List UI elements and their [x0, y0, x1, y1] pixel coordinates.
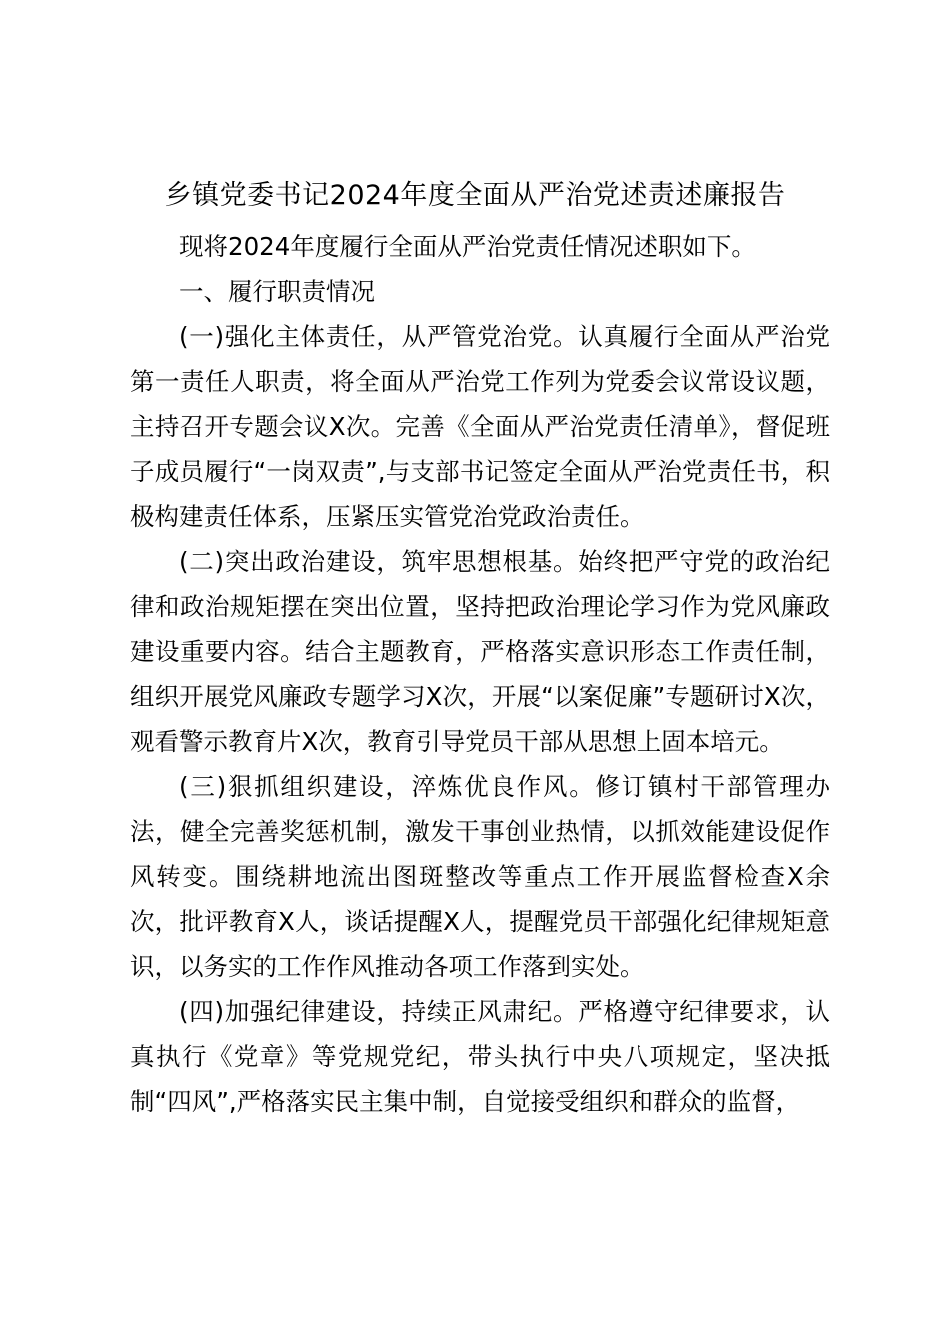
intro-paragraph: 现将2024年度履行全面从严治党责任情况述职如下。: [179, 232, 756, 261]
paragraph-3: (三)狠抓组织建设，淬炼优良作风。修订镇村干部管理办法，健全完善奖惩机制，激发干事创业热情，以抓效能建设促作风转变。围绕耕地流出图斑整改等重点工作开展监督检查X余次，批评教育X人，谈话提醒X人，提醒党员干部强化纪律规矩意识，以务实的工作作风推动各项工作落到实处。: [130, 772, 830, 981]
paragraph-2: (二)突出政治建设，筑牢思想根基。始终把严守党的政治纪律和政治规矩摆在突出位置，坚持把政治理论学习作为党风廉政建设重要内容。结合主题教育，严格落实意识形态工作责任制，组织开展党风廉政专题学习X次，开展“以案促廉”专题研讨X次，观看警示教育片X次，教育引导党员干部从思想上固本培元。: [130, 547, 830, 756]
document-title: 乡镇党委书记2024年度全面从严治党述责述廉报告: [164, 180, 786, 211]
paragraph-1: (一)强化主体责任，从严管党治党。认真履行全面从严治党第一责任人职责，将全面从严治党工作列为党委会议常设议题，主持召开专题会议X次。完善《全面从严治党责任清单》，督促班子成员履行“一岗双责”,与支部书记签定全面从严治党责任书，积极构建责任体系，压紧压实管党治党政治责任。: [130, 322, 830, 531]
document-body: [130, 224, 830, 1124]
section-heading: 一、履行职责情况: [179, 277, 375, 306]
paragraph-4: (四)加强纪律建设，持续正风肃纪。严格遵守纪律要求，认真执行《党章》等党规党纪，带头执行中央八项规定，坚决抵制“四风”,严格落实民主集中制，自觉接受组织和群众的监督，: [130, 997, 830, 1116]
